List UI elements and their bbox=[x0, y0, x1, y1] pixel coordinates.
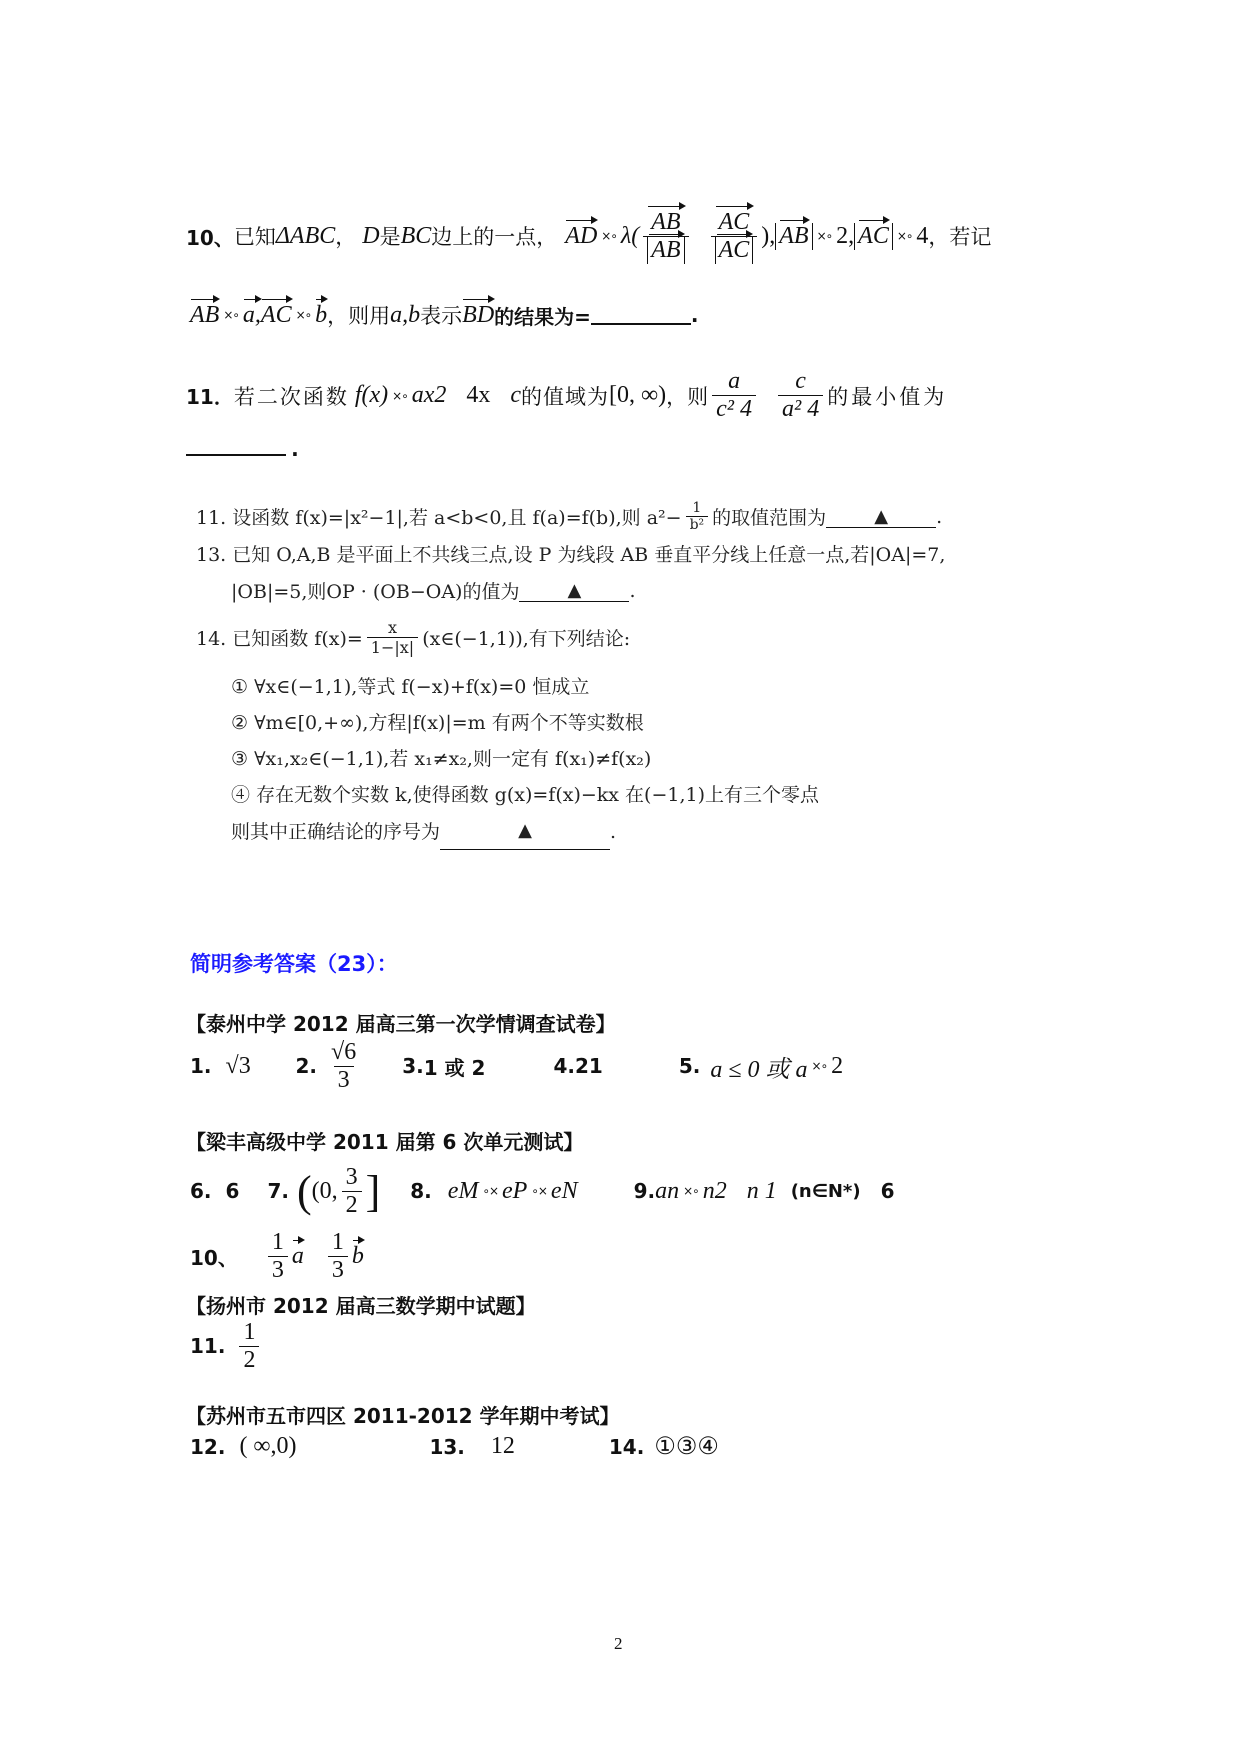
equals-glyph: ×∘ bbox=[223, 308, 239, 322]
vector-pair: a,b bbox=[390, 301, 421, 328]
question-10-line2 bbox=[190, 300, 699, 330]
numerator: 1 bbox=[243, 1318, 256, 1345]
answer-marker: ▲ bbox=[440, 813, 610, 850]
answer-label: 7. bbox=[267, 1179, 289, 1203]
expression: ax bbox=[411, 382, 435, 408]
answer-value: e bbox=[502, 1177, 513, 1204]
answer-value: (0, bbox=[311, 1177, 338, 1204]
denominator: b² bbox=[686, 516, 709, 533]
fraction-1 bbox=[712, 368, 756, 423]
fraction-ac bbox=[711, 209, 758, 264]
answer-fraction bbox=[327, 1039, 360, 1094]
answer-label: 14. bbox=[608, 1434, 645, 1459]
q10-text: ，若记 bbox=[928, 225, 992, 249]
section-title: 【泰州中学 2012 届高三第一次学情调查试卷】 bbox=[186, 1012, 616, 1036]
paren-left: ( bbox=[296, 1166, 312, 1216]
answer-label: 9. bbox=[633, 1179, 656, 1203]
page-number: 2 bbox=[614, 1634, 623, 1653]
question-14 bbox=[196, 618, 819, 850]
bracket-right: ] bbox=[365, 1166, 381, 1216]
answers-row-4 bbox=[190, 1432, 719, 1461]
subscript: M bbox=[458, 1177, 479, 1204]
abs-ab: AB bbox=[779, 222, 809, 249]
answers-row-3 bbox=[190, 1316, 263, 1376]
range: [0, ∞) bbox=[609, 382, 667, 408]
answers-row-2 bbox=[190, 1156, 895, 1226]
equals-glyph: ×∘ bbox=[295, 308, 312, 322]
q13-line2: |OB|=5,则OP · (OB−OA)的值为 bbox=[231, 581, 520, 603]
q10-text: ， bbox=[335, 225, 357, 249]
answer-value: 6 bbox=[880, 1179, 895, 1203]
answer-fraction: $\frac{1}{3}$ bbox=[268, 1229, 288, 1284]
denominator: a² 4 bbox=[778, 395, 823, 423]
answer-fraction bbox=[239, 1319, 259, 1374]
q11b-text: 的取值范围为 bbox=[712, 507, 827, 529]
denominator: 3 bbox=[334, 1066, 354, 1094]
q10-text: 的结果为= bbox=[494, 304, 591, 329]
answer-marker: ▲ bbox=[826, 506, 936, 528]
answers-row-1 bbox=[190, 1036, 843, 1096]
equals-glyph: ×∘ bbox=[816, 229, 833, 243]
period: . bbox=[690, 303, 699, 327]
expression: c bbox=[510, 382, 522, 408]
q14-intro: (x∈(−1,1)),有下列结论: bbox=[422, 628, 631, 650]
answers-row-10 bbox=[190, 1226, 364, 1286]
conclusion-1: ① ∀x∈(−1,1),等式 f(−x)+f(x)=0 恒成立 bbox=[231, 676, 590, 698]
equals-glyph: ×∘ bbox=[392, 388, 408, 403]
numerator: 3 bbox=[345, 1163, 358, 1190]
value-ac: 4 bbox=[916, 222, 929, 249]
answer-blank bbox=[186, 436, 286, 456]
conclusion-4: ④ 存在无数个实数 k,使得函数 g(x)=f(x)−kx 在(−1,1)上有三个零点 bbox=[231, 784, 820, 806]
answer-value: n bbox=[702, 1177, 715, 1204]
subscript: n bbox=[667, 1177, 680, 1204]
answer-label: 1. bbox=[190, 1054, 212, 1078]
equals-glyph: ×∘ bbox=[683, 1184, 699, 1198]
answer-condition: (n∈N*) bbox=[790, 1180, 861, 1202]
q11-text: 的值域为 bbox=[521, 384, 610, 409]
q11-blank-line bbox=[186, 436, 299, 461]
answer-value: a bbox=[655, 1177, 668, 1204]
answer-value: 6 bbox=[225, 1179, 240, 1203]
answer-label: 12. bbox=[190, 1434, 226, 1459]
answer-label: 11. bbox=[190, 1334, 226, 1358]
vector-ac: AC bbox=[715, 209, 754, 236]
answer-label: 10、 bbox=[190, 1245, 238, 1270]
equals-glyph: ×∘ bbox=[896, 229, 913, 243]
answer-value: e bbox=[550, 1177, 562, 1204]
abs-vector-ac: AC bbox=[715, 237, 754, 264]
vector-ab: AB bbox=[190, 301, 220, 328]
equals-glyph: ∘× bbox=[531, 1184, 547, 1198]
answer-marker: ▲ bbox=[519, 580, 629, 602]
function: f(x) bbox=[354, 382, 389, 408]
conclusion-2: ② ∀m∈[0,+∞),方程|f(x)|=m 有两个不等实数根 bbox=[231, 712, 644, 734]
exponent: 2 bbox=[434, 382, 447, 408]
q10-text: 已知 bbox=[233, 225, 276, 249]
numerator: 1 bbox=[692, 500, 702, 516]
section-title: 【苏州市五市四区 2011-2012 学年期中考试】 bbox=[186, 1404, 620, 1428]
section-title: 【扬州市 2012 届高三数学期中试题】 bbox=[186, 1294, 536, 1318]
answer-value: √3 bbox=[225, 1052, 251, 1079]
q14-intro: 14. 已知函数 f(x)= bbox=[196, 628, 363, 650]
q10-close: ), bbox=[761, 222, 776, 249]
period: . bbox=[936, 505, 943, 528]
q10-text: ，则用 bbox=[327, 304, 391, 328]
period: . bbox=[610, 820, 617, 843]
answer-value: 2 bbox=[831, 1052, 844, 1079]
section-title: 【梁丰高级中学 2011 届第 6 次单元测试】 bbox=[186, 1130, 584, 1154]
denominator: 2 bbox=[342, 1191, 362, 1219]
vector-b: b bbox=[315, 301, 328, 328]
q14-conclusion: 则其中正确结论的序号为 bbox=[231, 820, 441, 843]
q10-text: 边上的一点， bbox=[431, 225, 558, 249]
answer-value: a ≤ 0 或 a bbox=[710, 1056, 808, 1083]
conclusion-3: ③ ∀x₁,x₂∈(−1,1),若 x₁≠x₂,则一定有 f(x₁)≠f(x₂) bbox=[231, 748, 652, 770]
answer-value: 21 bbox=[575, 1054, 603, 1078]
vector-ad: AD bbox=[565, 222, 598, 249]
numerator: a bbox=[728, 368, 741, 394]
value-ab: 2, bbox=[836, 222, 855, 249]
q10-text: 是 bbox=[379, 225, 401, 249]
q11-text: ，则 bbox=[666, 384, 709, 409]
expression: 4x bbox=[466, 382, 491, 408]
numerator: x bbox=[387, 618, 397, 637]
answer-value: ①③④ bbox=[654, 1434, 719, 1460]
vector-ab: AB bbox=[647, 209, 684, 236]
exponent: 2 bbox=[714, 1177, 727, 1204]
question-11b bbox=[196, 500, 942, 533]
period: . bbox=[291, 437, 299, 461]
numerator: √6 bbox=[331, 1038, 357, 1065]
vector-a: a bbox=[291, 1242, 304, 1269]
equals-glyph: ×∘ bbox=[601, 229, 617, 243]
question-11a bbox=[186, 368, 947, 423]
period: . bbox=[629, 579, 636, 602]
fraction bbox=[686, 500, 709, 533]
lambda: λ( bbox=[620, 222, 640, 249]
q10-number: 10、 bbox=[186, 225, 234, 250]
denominator: 2 bbox=[239, 1346, 259, 1374]
answer-value: 12 bbox=[490, 1433, 515, 1459]
answer-label: 6. bbox=[190, 1179, 212, 1203]
answer-value: e bbox=[447, 1177, 459, 1204]
answer-label: 2. bbox=[295, 1054, 318, 1078]
question-10 bbox=[186, 196, 991, 276]
q10-point: D bbox=[362, 222, 380, 249]
answer-label: 8. bbox=[410, 1179, 432, 1203]
answer-value: ( ∞,0) bbox=[239, 1433, 297, 1459]
vector-bd: BD bbox=[462, 301, 495, 328]
answer-blank bbox=[591, 305, 691, 325]
abs-ac: AC bbox=[858, 222, 889, 249]
answer-value: 1 或 2 bbox=[423, 1055, 486, 1080]
denominator: 1−|x| bbox=[367, 637, 418, 657]
vector-b: b bbox=[351, 1242, 364, 1269]
vector-ac: AC bbox=[260, 301, 292, 328]
q13-line1: 13. 已知 O,A,B 是平面上不共线三点,设 P 为线段 AB 垂直平分线上任意一点,若|OA|=7, bbox=[196, 544, 946, 566]
q10-triangle: ΔABC bbox=[275, 222, 336, 249]
q11-number: 11． bbox=[186, 385, 234, 409]
fraction bbox=[367, 618, 418, 657]
answer-fraction: $\frac{1}{3}$ bbox=[328, 1229, 348, 1284]
question-13 bbox=[196, 540, 945, 604]
fraction-2 bbox=[778, 368, 823, 423]
subscript: N bbox=[561, 1177, 578, 1204]
answer-label: 3. bbox=[402, 1054, 424, 1078]
q11-text: 的最小值为 bbox=[827, 384, 948, 409]
q10-side: BC bbox=[400, 222, 432, 249]
fraction-ab bbox=[643, 209, 688, 264]
answer-label: 5. bbox=[678, 1054, 701, 1078]
q10-text: 表示 bbox=[420, 304, 463, 328]
vector-a: a, bbox=[242, 301, 261, 328]
numerator: c bbox=[795, 368, 806, 394]
answer-label: 13. bbox=[429, 1434, 465, 1459]
denominator: c² 4 bbox=[712, 395, 756, 423]
subscript: P bbox=[512, 1177, 528, 1204]
answer-fraction bbox=[342, 1164, 362, 1219]
answer-value: n 1 bbox=[746, 1177, 777, 1204]
equals-glyph: ∘× bbox=[482, 1184, 499, 1198]
equals-glyph: ×∘ bbox=[811, 1059, 828, 1073]
q11-text: 若二次函数 bbox=[233, 384, 349, 409]
answer-label: 4. bbox=[553, 1054, 575, 1078]
abs-vector-ab: AB bbox=[647, 237, 684, 264]
answers-heading: 简明参考答案（23）： bbox=[190, 952, 398, 976]
q11b-text: 11. 设函数 f(x)=|x²−1|,若 a<b<0,且 f(a)=f(b),则 a²− bbox=[196, 507, 682, 529]
